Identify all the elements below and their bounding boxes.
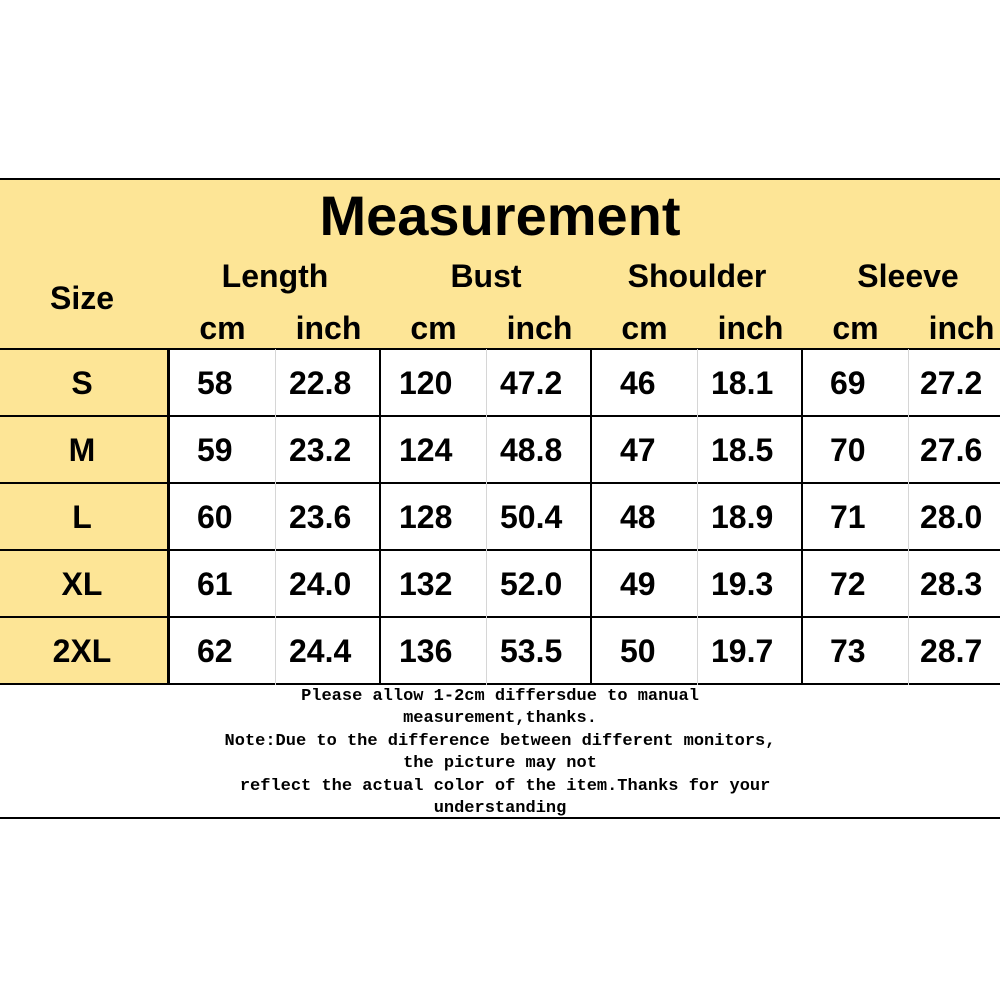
shoulder-cm-cell: 48 [620, 499, 656, 535]
length-cm-cell: 60 [197, 499, 233, 535]
table-row [0, 551, 1000, 618]
shoulder-cm-cell: 47 [620, 432, 656, 468]
sleeve-cm-cell: 73 [830, 633, 866, 669]
shoulder-inch-cell: 18.9 [711, 499, 774, 535]
note-line: Please allow 1-2cm differsdue to manual [301, 687, 699, 706]
table-row [0, 417, 1000, 484]
chart-title: Measurement [319, 184, 681, 247]
group-header-shoulder: Shoulder [627, 258, 767, 294]
sleeve-inch-cell: 27.2 [920, 365, 983, 401]
length-cm-cell: 62 [197, 633, 233, 669]
group-header-sleeve: Sleeve [857, 258, 959, 294]
table-row [0, 484, 1000, 551]
bust-cm-cell: 128 [399, 499, 453, 535]
measurement-chart [0, 178, 1000, 819]
unit-header-sleeve-cm: cm [832, 310, 879, 346]
bust-cm-cell: 132 [399, 566, 453, 602]
shoulder-inch-cell: 19.3 [711, 566, 774, 602]
size-label: S [71, 365, 93, 401]
unit-header-length-inch: inch [295, 310, 362, 346]
length-inch-cell: 24.0 [289, 566, 352, 602]
unit-header-length-cm: cm [199, 310, 246, 346]
shoulder-cm-cell: 46 [620, 365, 656, 401]
bust-inch-cell: 47.2 [500, 365, 563, 401]
sleeve-cm-cell: 70 [830, 432, 866, 468]
group-header-bust: Bust [450, 258, 522, 294]
unit-header-bust-cm: cm [410, 310, 457, 346]
bust-inch-cell: 52.0 [500, 566, 563, 602]
length-inch-cell: 23.2 [289, 432, 352, 468]
sleeve-cm-cell: 69 [830, 365, 866, 401]
unit-header-sleeve-inch: inch [928, 310, 995, 346]
unit-header-shoulder-cm: cm [621, 310, 668, 346]
length-cm-cell: 61 [197, 566, 233, 602]
length-inch-cell: 22.8 [289, 365, 352, 401]
disclaimer-notes [0, 686, 1000, 820]
size-column-header: Size [49, 280, 115, 316]
unit-header-bust-inch: inch [506, 310, 573, 346]
size-label: 2XL [52, 633, 112, 669]
note-line: the picture may not [403, 754, 597, 774]
length-inch-cell: 23.6 [289, 499, 352, 535]
size-label: XL [61, 566, 103, 602]
sleeve-cm-cell: 72 [830, 566, 866, 602]
note-line: reflect the actual color of the item.Thanks for your [229, 776, 771, 796]
unit-header-shoulder-inch: inch [717, 310, 784, 346]
sleeve-inch-cell: 28.3 [920, 566, 983, 602]
note-line: understanding [433, 799, 567, 819]
sleeve-inch-cell: 27.6 [920, 432, 983, 468]
length-inch-cell: 24.4 [289, 633, 352, 669]
shoulder-cm-cell: 49 [620, 566, 656, 602]
shoulder-inch-cell: 18.5 [711, 432, 774, 468]
shoulder-inch-cell: 19.7 [711, 633, 774, 669]
sleeve-inch-cell: 28.0 [920, 499, 983, 535]
table-row [0, 618, 1000, 685]
bust-cm-cell: 136 [399, 633, 453, 669]
bust-cm-cell: 124 [399, 432, 453, 468]
sleeve-cm-cell: 71 [830, 499, 866, 535]
shoulder-inch-cell: 18.1 [711, 365, 774, 401]
note-line: Note:Due to the difference between different monitors, [224, 731, 776, 751]
sleeve-inch-cell: 28.7 [920, 633, 983, 669]
size-label: M [68, 432, 96, 468]
length-cm-cell: 58 [197, 365, 233, 401]
bust-inch-cell: 53.5 [500, 633, 563, 669]
size-label: L [72, 499, 92, 535]
table-row [0, 350, 1000, 417]
shoulder-cm-cell: 50 [620, 633, 656, 669]
length-cm-cell: 59 [197, 432, 233, 468]
bust-inch-cell: 50.4 [500, 499, 563, 535]
group-header-length: Length [221, 258, 329, 294]
bust-inch-cell: 48.8 [500, 432, 563, 468]
bust-cm-cell: 120 [399, 365, 453, 401]
note-line: measurement,thanks. [403, 709, 597, 729]
